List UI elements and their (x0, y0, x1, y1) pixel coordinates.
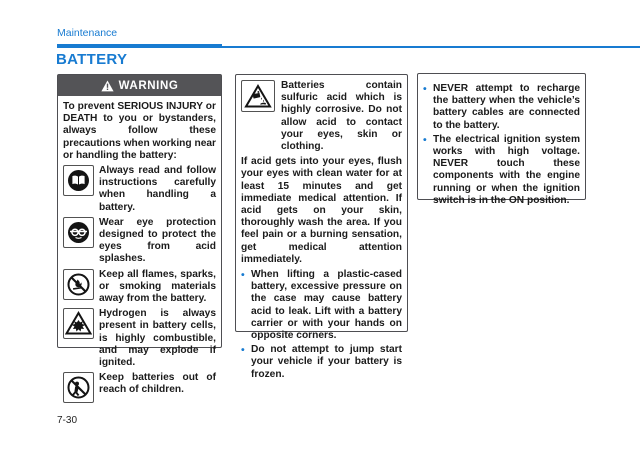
keep-away-from-children-icon (63, 372, 94, 403)
bullet-dot: • (423, 83, 427, 95)
electrical-bullet-text: The electrical ignition system works with high voltage. NEVER touch these components with the engine running or when the ignition switch is in the ON position. (433, 133, 580, 206)
warning-item-text: Always read and follow instructions carefully when handling a battery. (99, 165, 216, 213)
bullet-dot: • (423, 133, 427, 146)
warning-item-text: Hydrogen is always present in battery cells, is highly combustible, and may explode if ignited. (99, 308, 216, 369)
warning-intro-text: To prevent SERIOUS INJURY or DEATH to you or bystanders, always follow these precautions when working near or handling the battery: (63, 101, 216, 161)
warning-item-text: Keep all flames, sparks, or smoking materials away from the battery. (99, 268, 216, 305)
eye-protection-icon (63, 217, 94, 248)
warning-triangle-icon (101, 80, 114, 92)
acid-lead-text: Batteries contain sulfuric acid which is highly corrosive. Do not allow acid to contact your eyes, skin or clothing. (281, 80, 402, 153)
warning-header (58, 75, 221, 96)
warning-box (57, 74, 222, 396)
read-instructions-icon (63, 165, 94, 196)
no-flames-icon (63, 269, 94, 300)
page-number: 7-30 (57, 415, 78, 426)
warning-item-text: Keep batteries out of reach of children. (99, 372, 216, 396)
warning-item (63, 165, 216, 214)
bullet-dot: • (241, 269, 245, 282)
header-accent-bar (57, 44, 222, 48)
warning-item (63, 217, 216, 266)
explosion-hazard-icon (63, 308, 94, 339)
header-rule (222, 46, 640, 48)
warning-item-text: Wear eye protection designed to protect the eyes from acid splashes. (99, 216, 216, 265)
warning-item (63, 372, 216, 403)
acid-paragraph: If acid gets into your eyes, flush your eyes with clean water for at least 15 minutes and get immediate medical attention. If acid gets on your skin, thoroughly wash the area. If you feel pain or a burning sensation, get medical attention immediately. (241, 156, 402, 265)
acid-lead-row (241, 80, 402, 153)
acid-bullet-text: When lifting a plastic-cased battery, excessive pressure on the case may cause battery acid to leak. Lift with a battery carrier or with your hands on opposite corners. (251, 269, 402, 342)
electrical-bullet-item (423, 134, 580, 207)
acid-bullet-item (241, 344, 402, 381)
electrical-bullet-text: NEVER attempt to recharge the battery when the vehicle’s battery cables are connected to the battery. (433, 83, 580, 131)
battery-acid-hazard-icon (241, 80, 275, 112)
warning-item (63, 269, 216, 306)
electrical-bullet-item (423, 83, 580, 132)
warning-item (63, 308, 216, 369)
acid-warning-box (235, 74, 408, 380)
warning-header-label: WARNING (118, 79, 179, 92)
electrical-warning-box (417, 73, 586, 206)
acid-bullet-text: Do not attempt to jump start your vehicle if your battery is frozen. (251, 344, 402, 380)
bullet-dot: • (241, 344, 245, 357)
acid-bullet-item (241, 269, 402, 342)
page-title: BATTERY (56, 51, 128, 68)
breadcrumb: Maintenance (57, 27, 118, 39)
